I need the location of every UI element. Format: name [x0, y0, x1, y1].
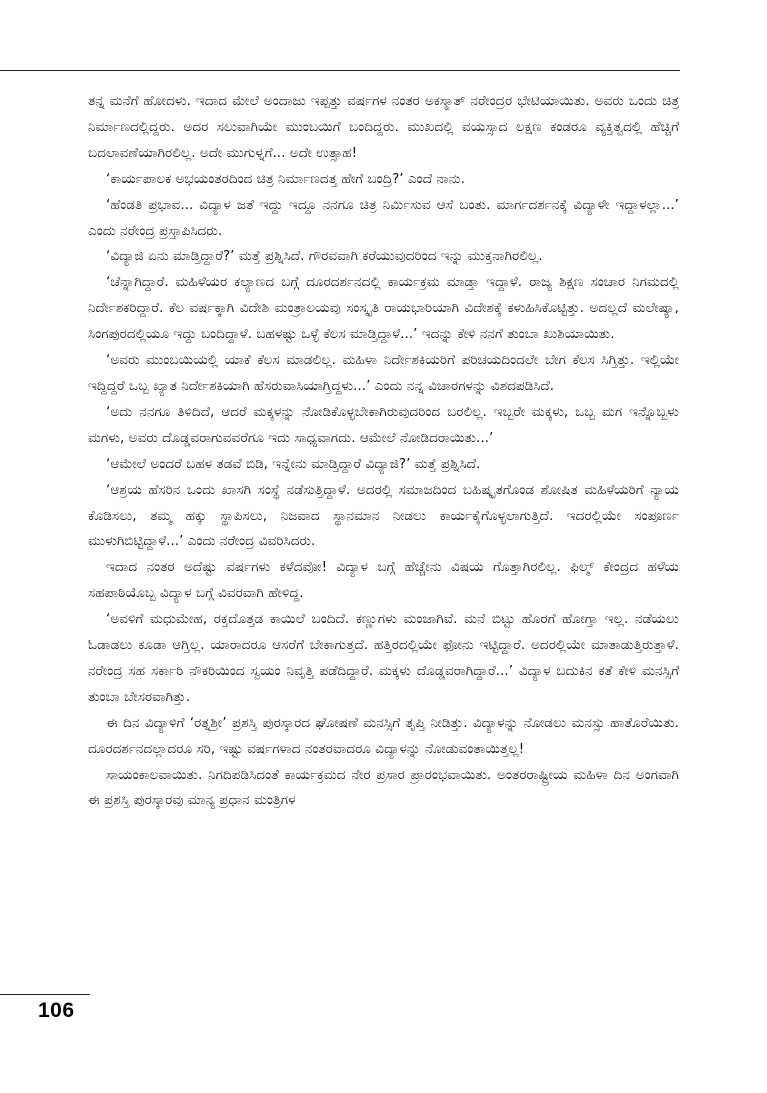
header-rule — [0, 70, 680, 71]
footer-rule — [0, 994, 90, 995]
paragraph-4: ‘ವಿದ್ಯಾಜಿ ಏನು ಮಾಡ್ತಿದ್ದಾರೆ?’ ಮತ್ತೆ ಪ್ರಶ್ನಿಸಿದೆ. ಗೌರವವಾಗಿ ಕರೆಯುವುದರಿಂದ ಇನ್ನು ಮುಕ್ತನಾಗಿರಲಿಲ್ಲ. — [106, 248, 543, 265]
paragraph-13: ಸಾಯಂಕಾಲವಾಯಿತು. ನಿಗದಿಪಡಿಸಿದಂತೆ ಕಾರ್ಯಕ್ರಮದ ನೇರ ಪ್ರಸಾರ ಪ್ರಾರಂಭವಾಯಿತು. ಅಂತರರಾಷ್ಟ್ರೀಯ ಮಹಿಳಾ ದಿನ ಅಂಗವಾಗಿ ಈ ಪ್ರಶಸ್ತಿ ಪುರಸ್ಕಾರವು ಮಾನ್ಯ ಪ್ರಧಾನ ಮಂತ್ರಿಗಳ — [88, 766, 679, 809]
paragraph-6: ‘ಅವರು ಮುಂಬಯಿಯಲ್ಲಿ ಯಾಕೆ ಕೆಲಸ ಮಾಡಲಿಲ್ಲ. ಮಹಿಳಾ ನಿರ್ದೇಶಕಿಯರಿಗೆ ಪರಿಚಯದಿಂದಲೇ ಬೇಗ ಕೆಲಸ ಸಿಗ್ತಿತ್ತು. ಇಲ್ಲಿಯೇ ಇದ್ದಿದ್ದರೆ ಒಬ್ಬ ಖ್ಯಾತ ನಿರ್ದೇಶಕಿಯಾಗಿ ಹೆಸರುವಾಸಿಯಾಗ್ತಿದ್ದಳು...’ ಎಂದು ನನ್ನ ವಿಚಾರಗಳನ್ನು ವಿಶದಪಡಿಸಿದೆ. — [88, 352, 679, 394]
paragraph-1: ತನ್ನ ಮನೆಗೆ ಹೋದಳು. ಇದಾದ ಮೇಲೆ ಅಂದಾಜು ಇಪ್ಪತ್ತು ವರ್ಷಗಳ ನಂತರ ಅಕಸ್ಮಾತ್ ನರೇಂದ್ರರ ಭೇಟಿಯಾಯಿತು. ಅವರು ಒಂದು ಚಿತ್ರ ನಿರ್ಮಾಣದಲ್ಲಿದ್ದರು. ಅದರ ಸಲುವಾಗಿಯೇ ಮುಂಬಯಿಗೆ ಬಂದಿದ್ದರು. ಮುಖದಲ್ಲಿ ವಯಸ್ಸಾದ ಲಕ್ಷಣ ಕಂಡರೂ ವ್ಯಕ್ತಿತ್ವದಲ್ಲಿ ಹೆಚ್ಚಿಗೆ ಬದಲಾವಣೆಯಾಗಿರಲಿಲ್ಲ. ಅದೇ ಮುಗುಳ್ನಗೆ... ಅದೇ ಉತ್ಸಾಹ! — [88, 93, 679, 161]
page-number: 106 — [38, 999, 75, 1022]
paragraph-3: ‘ಹೆಂಡತಿ ಪ್ರಭಾವ... ವಿದ್ಯಾಳ ಜತೆ ಇದ್ದು ಇದ್ದೂ ನನಗೂ ಚಿತ್ರ ನಿರ್ಮಿಸುವ ಆಸೆ ಬಂತು. ಮಾರ್ಗದರ್ಶನಕ್ಕೆ ವಿದ್ಯಾಳೇ ಇದ್ದಾಳಲ್ಲಾ...’ ಎಂದು ನರೇಂದ್ರ ಪ್ರಸ್ತಾಪಿಸಿದರು. — [88, 196, 679, 239]
paragraph-5: ‘ಚೆನ್ನಾಗಿದ್ದಾರೆ. ಮಹಿಳೆಯರ ಕಲ್ಯಾಣದ ಬಗ್ಗೆ ದೂರದರ್ಶನದಲ್ಲಿ ಕಾರ್ಯಕ್ರಮ ಮಾಡ್ತಾ ಇದ್ದಾಳೆ. ರಾಜ್ಯ ಶಿಕ್ಷಣ ಸಂಚಾರ ನಿಗಮದಲ್ಲಿ ನಿರ್ದೇಶಕರಿದ್ದಾರೆ. ಕೆಲ ವರ್ಷಕ್ಕಾಗಿ ವಿದೇಶಿ ಮಂತ್ರಾಲಯವು ಸಂಸ್ಕೃತಿ ರಾಯಭಾರಿಯಾಗಿ ವಿದೇಶಕ್ಕೆ ಕಳುಹಿಸಿಕೊಟ್ಟಿತ್ತು. ಅದಲ್ಲದೆ ಮಲೇಷ್ಯಾ, ಸಿಂಗಪುರದಲ್ಲಿಯೂ ಇದ್ದು ಬಂದಿದ್ದಾಳೆ. ಬಹಳಷ್ಟು ಒಳ್ಳೆ ಕೆಲಸ ಮಾಡ್ತಿದ್ದಾಳೆ...’ ಇದನ್ನು ಕೇಳಿ ನನಗೆ ತುಂಬಾ ಖುಶಿಯಾಯಿತು. — [88, 274, 679, 343]
paragraph-9: ‘ಆಶ್ರಯ ಹೆಸರಿನ ಒಂದು ಖಾಸಗಿ ಸಂಸ್ಥೆ ನಡೆಸುತ್ತಿದ್ದಾಳೆ. ಅದರಲ್ಲಿ ಸಮಾಜದಿಂದ ಬಹಿಷ್ಕೃತಗೊಂಡ ಶೋಷಿತ ಮಹಿಳೆಯರಿಗೆ ನ್ಯಾಯ ಕೊಡಿಸಲು, ತಮ್ಮ ಹಕ್ಕು ಸ್ಥಾಪಿಸಲು, ನಿಜವಾದ ಸ್ಥಾನಮಾನ ನೀಡಲು ಕಾರ್ಯಕೈಗೊಳ್ಳಲಾಗುತ್ತಿದೆ. ಇದರಲ್ಲಿಯೇ ಸಂಪೂರ್ಣ ಮುಳುಗಿಬಿಟ್ಟಿದ್ದಾಳೆ...’ ಎಂದು ನರೇಂದ್ರ ವಿವರಿಸಿದರು. — [88, 481, 679, 550]
paragraph-8: ‘ಆಮೇಲೆ ಅಂದರೆ ಬಹಳ ತಡವೆ ಬಿಡಿ, ಇನ್ನೇನು ಮಾಡ್ತಿದ್ದಾರೆ ವಿದ್ಯಾಜಿ?’ ಮತ್ತೆ ಪ್ರಶ್ನಿಸಿದೆ. — [106, 455, 481, 472]
page-body — [88, 89, 679, 814]
paragraph-12: ಈ ದಿನ ವಿದ್ಯಾಳಿಗೆ ‘ರತ್ನಶ್ರೀ’ ಪ್ರಶಸ್ತಿ ಪುರಸ್ಕಾರದ ಘೋಷಣೆ ಮನಸ್ಸಿಗೆ ತೃಪ್ತಿ ನೀಡಿತ್ತು. ವಿದ್ಯಾಳನ್ನು ನೋಡಲು ಮನಸ್ಸು ಹಾತೊರೆಯಿತು. ದೂರದರ್ಶನದಲ್ಲಾದರೂ ಸರಿ, ಇಷ್ಟು ವರ್ಷಗಳಾದ ನಂತರವಾದರೂ ವಿದ್ಯಾಳನ್ನು ನೋಡುವಂತಾಯಿತ್ತಲ್ಲ! — [88, 714, 679, 757]
paragraph-11: ‘ಅವಳಿಗೆ ಮಧುಮೇಹ, ರಕ್ತದೊತ್ತಡ ಕಾಯಿಲೆ ಬಂದಿದೆ. ಕಣ್ಣುಗಳು ಮಂಜಾಗಿವೆ. ಮನೆ ಬಿಟ್ಟು ಹೊರಗೆ ಹೋಗ್ತಾ ಇಲ್ಲ. ನಡೆಯಲು ಓಡಾಡಲು ಕೂಡಾ ಆಗ್ತಿಲ್ಲ. ಯಾರಾದರೂ ಆಸರೆಗೆ ಬೇಕಾಗುತ್ತದೆ. ಹತ್ತಿರದಲ್ಲಿಯೇ ಫೋನು ಇಟ್ಟಿದ್ದಾರೆ. ಅದರಲ್ಲಿಯೇ ಮಾತಾಡುತ್ತಿರುತ್ತಾಳೆ. ನರೇಂದ್ರ ಸಹ ಸರ್ಕಾರಿ ನೌಕರಿಯಿಂದ ಸ್ವಯಂ ನಿವೃತ್ತಿ ಪಡೆದಿದ್ದಾರೆ. ಮಕ್ಕಳು ದೊಡ್ಡವರಾಗಿದ್ದಾರೆ...’ ವಿದ್ಯಾಳ ಬದುಕಿನ ಕತೆ ಕೇಳಿ ಮನಸ್ಸಿಗೆ ತುಂಬಾ ಬೇಸರವಾಗಿತ್ತು. — [88, 611, 679, 705]
paragraph-7: ‘ಅದು ನನಗೂ ತಿಳಿದಿದೆ, ಆದರೆ ಮಕ್ಕಳನ್ನು ನೋಡಿಕೊಳ್ಳಬೇಕಾಗಿರುವುದರಿಂದ ಬರಲಿಲ್ಲ. ಇಬ್ಬರೇ ಮಕ್ಕಳು, ಒಬ್ಬ ಮಗ ಇನ್ನೊಬ್ಬಳು ಮಗಳು, ಅವರು ದೊಡ್ಡವರಾಗುವವರೆಗೂ ಇದು ಸಾಧ್ಯವಾಗದು. ಆಮೇಲೆ ನೋಡಿದರಾಯಿತು...’ — [88, 403, 679, 446]
paragraph-10: ಇದಾದ ನಂತರ ಅದೆಷ್ಟು ವರ್ಷಗಳು ಕಳೆದವೋ! ವಿದ್ಯಾಳ ಬಗ್ಗೆ ಹೆಚ್ಚೇನು ವಿಷಯ ಗೊತ್ತಾಗಿರಲಿಲ್ಲ. ಫಿಲ್ಮ್ ಕೇಂದ್ರದ ಹಳೆಯ ಸಹಪಾಠಿಯೊಬ್ಬ ವಿದ್ಯಾಳ ಬಗ್ಗೆ ವಿವರವಾಗಿ ಹೇಳಿದ್ದ. — [88, 559, 679, 602]
paragraph-2: ‘ಕಾರ್ಯಪಾಲಕ ಅಭಯಂತರದಿಂದ ಚಿತ್ರ ನಿರ್ಮಾಣದತ್ತ ಹೇಗೆ ಬಂದ್ರಿ?’ ಎಂದೆ ನಾನು. — [106, 170, 465, 187]
